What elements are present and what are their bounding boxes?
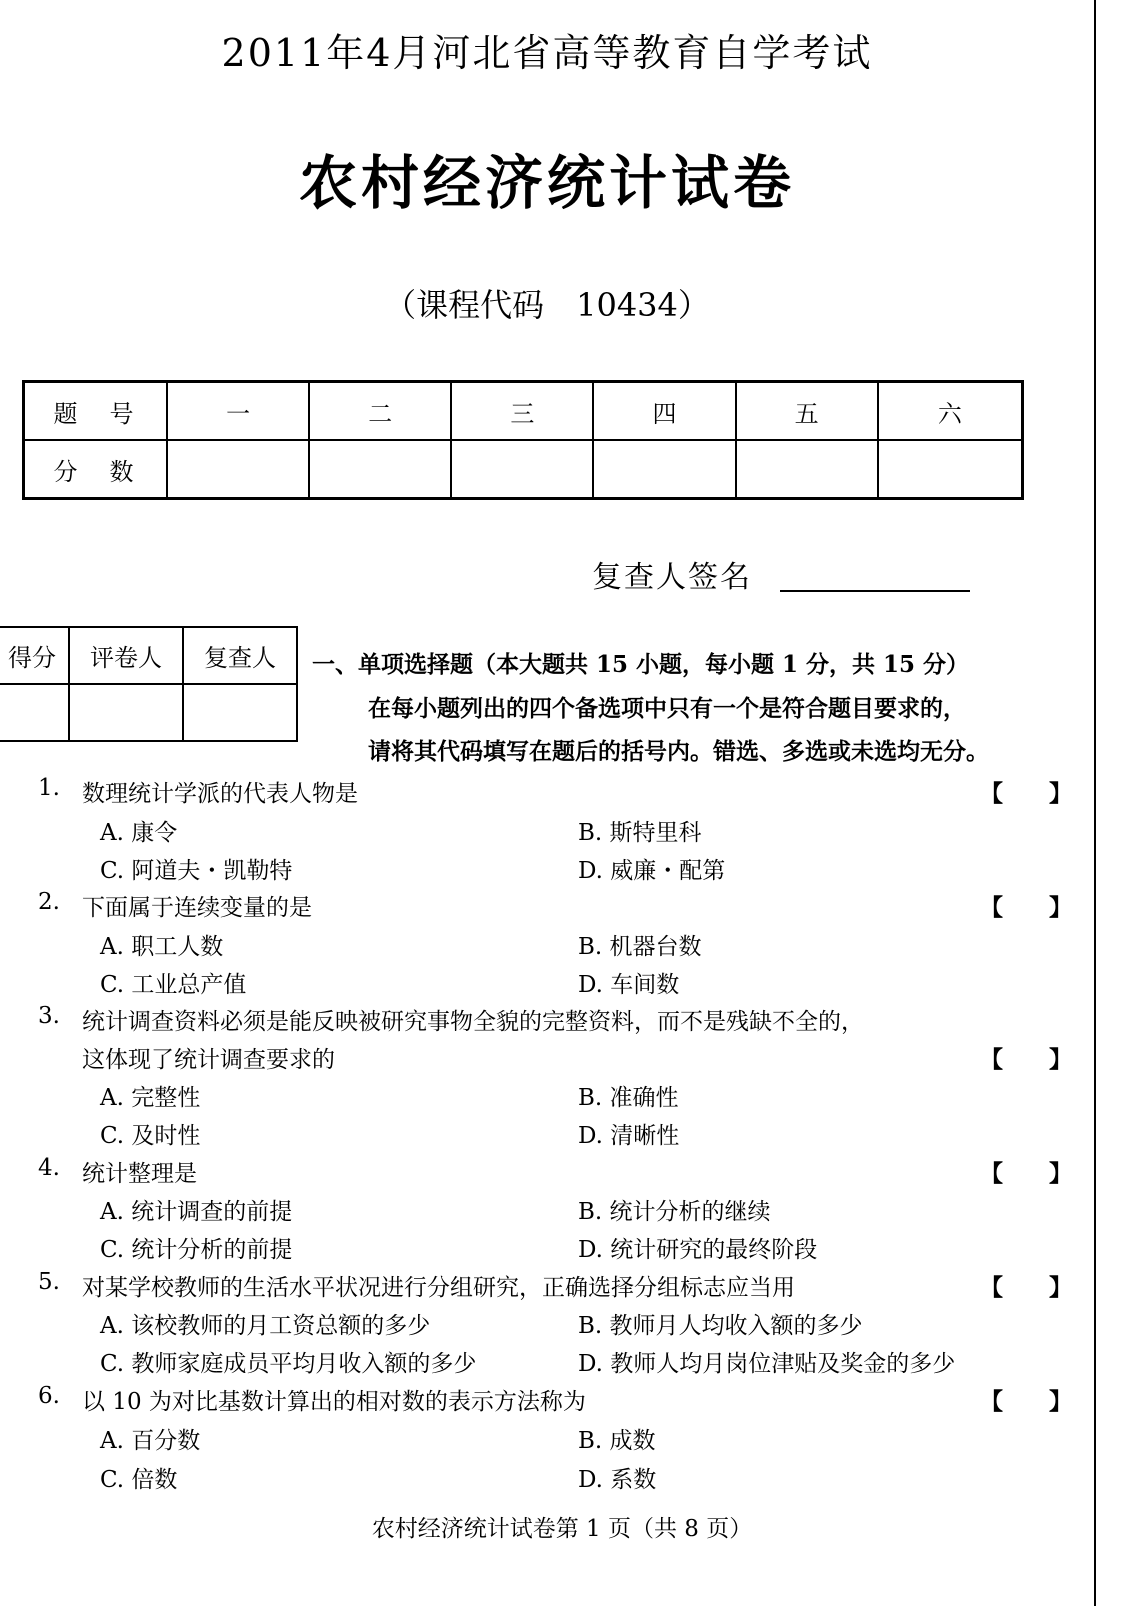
option: C. 倍数 — [100, 1467, 178, 1493]
option: D. 车间数 — [578, 972, 680, 998]
question — [0, 1383, 1094, 1417]
question-number: 2. — [38, 889, 60, 915]
score-table-score-row — [24, 440, 1023, 499]
answer-bracket[interactable]: 【 】 — [980, 1274, 1072, 1301]
answer-bracket[interactable]: 【 】 — [980, 1160, 1072, 1187]
grader-header-score: 得分 — [0, 627, 69, 684]
score-table-column: 二 — [309, 382, 451, 441]
score-table-row-label: 分 数 — [24, 440, 168, 499]
option: A. 职工人数 — [100, 934, 224, 960]
page-right-border — [1094, 0, 1096, 1606]
question-text: 数理统计学派的代表人物是 — [82, 781, 358, 807]
score-table-column: 一 — [167, 382, 309, 441]
option: B. 准确性 — [578, 1085, 679, 1111]
score-table-column: 三 — [451, 382, 593, 441]
section-heading: 一、单项选择题（本大题共 15 小题，每小题 1 分，共 15 分） — [312, 651, 970, 678]
section-instructions: 请将其代码填写在题后的括号内。错选、多选或未选均无分。 — [368, 738, 989, 765]
answer-bracket[interactable]: 【 】 — [980, 894, 1072, 921]
option: A. 该校教师的月工资总额的多少 — [100, 1313, 431, 1339]
question-text: 下面属于连续变量的是 — [82, 895, 312, 921]
option: D. 威廉・配第 — [578, 858, 726, 884]
option: C. 及时性 — [100, 1123, 201, 1149]
option: C. 工业总产值 — [100, 972, 247, 998]
question-number: 1. — [38, 775, 60, 801]
score-table-header-row — [24, 382, 1023, 441]
question-number: 5. — [38, 1269, 60, 1295]
option: A. 康令 — [100, 820, 178, 846]
option: C. 阿道夫・凯勒特 — [100, 858, 293, 884]
question — [0, 889, 1094, 923]
page-footer: 农村经济统计试卷第 1 页（共 8 页） — [371, 1516, 753, 1542]
question-number: 3. — [38, 1003, 60, 1029]
score-cell[interactable] — [736, 440, 878, 499]
question-text: 对某学校教师的生活水平状况进行分组研究，正确选择分组标志应当用 — [82, 1275, 795, 1301]
question — [0, 1003, 1094, 1037]
score-table-column: 四 — [593, 382, 735, 441]
question-text: 统计调查资料必须是能反映被研究事物全貌的完整资料，而不是残缺不全的， — [82, 1009, 864, 1035]
option: C. 统计分析的前提 — [100, 1237, 293, 1263]
option: D. 清晰性 — [578, 1123, 680, 1149]
question — [0, 775, 1094, 809]
option: A. 完整性 — [100, 1085, 201, 1111]
section-instructions: 在每小题列出的四个备选项中只有一个是符合题目要求的， — [368, 695, 966, 722]
grader-box — [0, 626, 298, 742]
question-text: 这体现了统计调查要求的 — [82, 1047, 335, 1073]
question-continuation — [0, 1041, 1094, 1075]
answer-bracket[interactable]: 【 】 — [980, 1388, 1072, 1415]
option: D. 统计研究的最终阶段 — [578, 1237, 818, 1263]
option: A. 百分数 — [100, 1428, 201, 1454]
score-cell[interactable] — [878, 440, 1023, 499]
score-cell[interactable] — [309, 440, 451, 499]
question — [0, 1269, 1094, 1303]
question-text: 统计整理是 — [82, 1161, 197, 1187]
option: A. 统计调查的前提 — [100, 1199, 293, 1225]
grader-name-cell[interactable] — [69, 684, 183, 741]
question-number: 4. — [38, 1155, 60, 1181]
grader-score-cell[interactable] — [0, 684, 69, 741]
score-cell[interactable] — [167, 440, 309, 499]
score-table-column: 五 — [736, 382, 878, 441]
reviewer-signature-label: 复查人签名 — [592, 560, 752, 595]
question-text: 以 10 为对比基数计算出的相对数的表示方法称为 — [82, 1389, 586, 1415]
option: B. 机器台数 — [578, 934, 702, 960]
option: C. 教师家庭成员平均月收入额的多少 — [100, 1351, 477, 1377]
score-table-row-label: 题 号 — [24, 382, 168, 441]
paper-title: 农村经济统计试卷 — [298, 149, 795, 217]
option: B. 成数 — [578, 1428, 656, 1454]
option: B. 统计分析的继续 — [578, 1199, 771, 1225]
grader-header-grader: 评卷人 — [69, 627, 183, 684]
grader-header-reviewer: 复查人 — [183, 627, 297, 684]
score-cell[interactable] — [451, 440, 593, 499]
option: D. 教师人均月岗位津贴及奖金的多少 — [578, 1351, 956, 1377]
score-cell[interactable] — [593, 440, 735, 499]
answer-bracket[interactable]: 【 】 — [980, 780, 1072, 807]
question-number: 6. — [38, 1383, 60, 1409]
grader-reviewer-cell[interactable] — [183, 684, 297, 741]
score-table-column: 六 — [878, 382, 1023, 441]
course-code: （课程代码 10434） — [384, 286, 710, 324]
option: B. 斯特里科 — [578, 820, 702, 846]
option: D. 系数 — [578, 1467, 657, 1493]
answer-bracket[interactable]: 【 】 — [980, 1046, 1072, 1073]
exam-title: 2011年4月河北省高等教育自学考试 — [221, 31, 873, 75]
question — [0, 1155, 1094, 1189]
score-table — [22, 380, 1024, 500]
signature-line[interactable] — [780, 590, 970, 592]
option: B. 教师月人均收入额的多少 — [578, 1313, 863, 1339]
